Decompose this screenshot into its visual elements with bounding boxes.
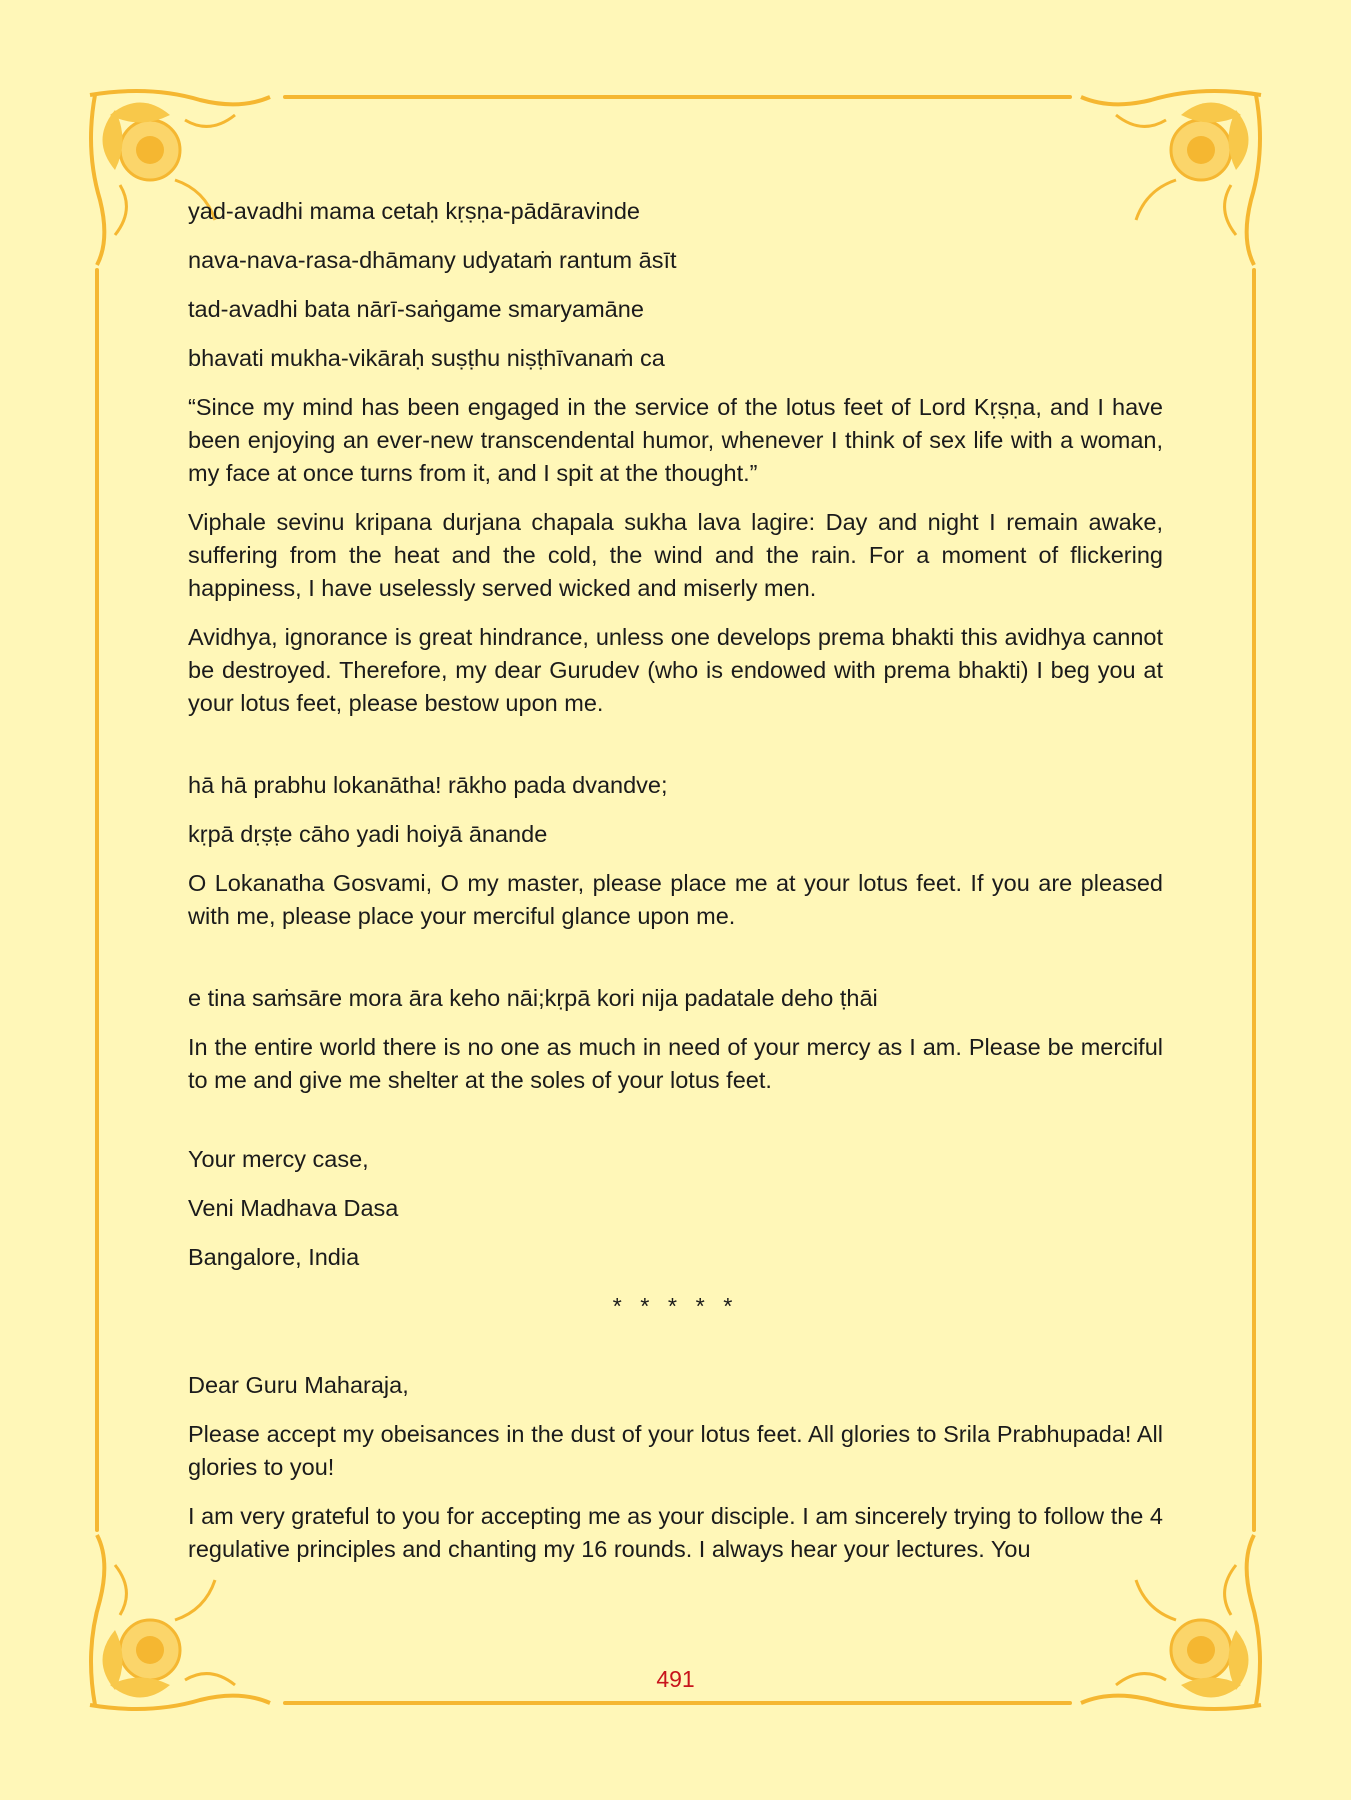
verse-line: yad-avadhi mama cetaḥ kṛṣṇa-pādāravinde bbox=[188, 198, 640, 224]
page-number: 491 bbox=[656, 1666, 695, 1692]
signature-name: Veni Madhava Dasa bbox=[188, 1195, 399, 1221]
paragraph: In the entire world there is no one as much in need of your mercy as I am. Please be merciful to me and give me shelter at the soles of your lotus feet. bbox=[188, 1034, 1163, 1093]
section-separator: * * * * * bbox=[612, 1293, 739, 1319]
verse-line: kṛpā dṛṣṭe cāho yadi hoiyā ānande bbox=[188, 821, 548, 847]
signature-line: Your mercy case, bbox=[188, 1146, 369, 1172]
letter-salutation: Dear Guru Maharaja, bbox=[188, 1372, 409, 1398]
paragraph: Viphale sevinu kripana durjana chapala sukha lava lagire: Day and night I remain awake, suffering from the heat and the cold, the wind and the rain. For a moment of flickering happiness, I have uselessly served wicked and miserly men. bbox=[188, 509, 1163, 601]
verse-line: hā hā prabhu lokanātha! rākho pada dvandve; bbox=[188, 772, 668, 798]
paragraph: “Since my mind has been engaged in the service of the lotus feet of Lord Kṛṣṇa, and I have been enjoying an ever-new transcendental humor, whenever I think of sex life with a woman, my face at once turns from it, and I spit at the thought.” bbox=[188, 394, 1163, 486]
verse-line: e tina saṁsāre mora āra keho nāi;kṛpā kori nija padatale deho ṭhāi bbox=[188, 985, 878, 1011]
signature-location: Bangalore, India bbox=[188, 1244, 360, 1270]
page-content bbox=[188, 195, 1163, 1582]
paragraph: O Lokanatha Gosvami, O my master, please place me at your lotus feet. If you are pleased with me, please place your merciful glance upon me. bbox=[188, 870, 1163, 929]
verse-line: tad-avadhi bata nārī-saṅgame smaryamāne bbox=[188, 296, 644, 322]
verse-line: bhavati mukha-vikāraḥ suṣṭhu niṣṭhīvanaṁ ca bbox=[188, 345, 665, 371]
paragraph: Please accept my obeisances in the dust of your lotus feet. All glories to Srila Prabhupada! All glories to you! bbox=[188, 1421, 1163, 1480]
paragraph: Avidhya, ignorance is great hindrance, unless one develops prema bhakti this avidhya cannot be destroyed. Therefore, my dear Gurudev (who is endowed with prema bhakti) I beg you at your lotus feet, please bestow upon me. bbox=[188, 624, 1163, 716]
paragraph: I am very grateful to you for accepting me as your disciple. I am sincerely trying to follow the 4 regulative principles and chanting my 16 rounds. I always hear your lectures. You bbox=[188, 1503, 1163, 1562]
verse-line: nava-nava-rasa-dhāmany udyataṁ rantum āsīt bbox=[188, 247, 677, 273]
